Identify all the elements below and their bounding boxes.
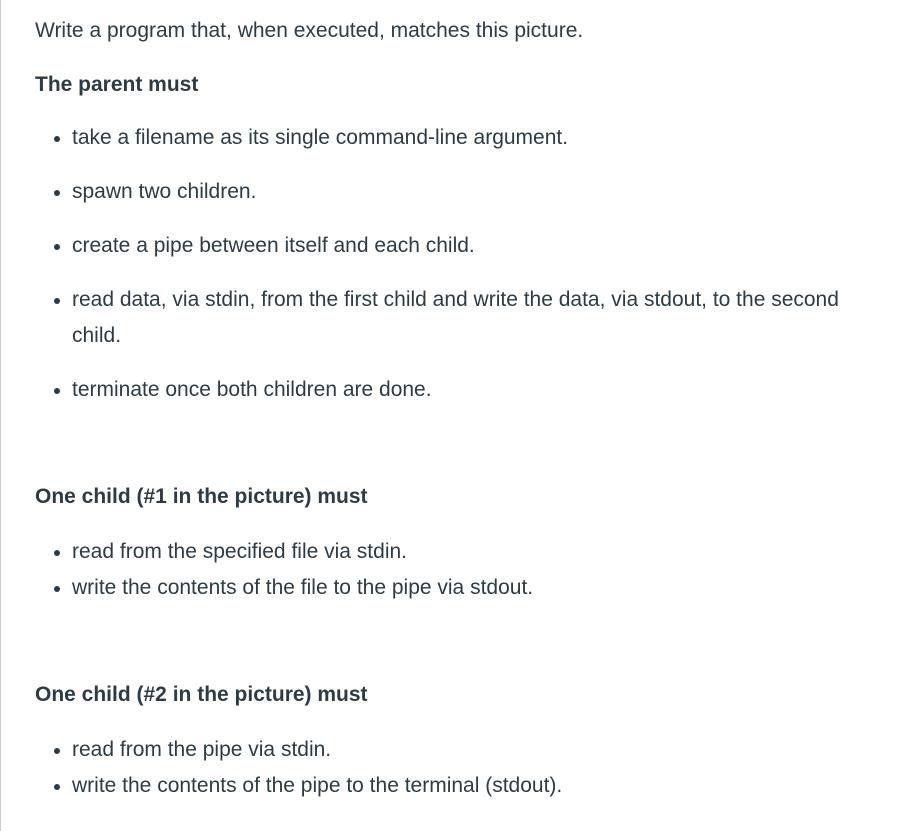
child1-requirements-list <box>35 534 885 606</box>
list-item-text: create a pipe between itself and each child. <box>72 234 475 257</box>
list-item <box>35 372 885 408</box>
bullet-icon <box>54 748 60 754</box>
left-border <box>0 0 1 831</box>
list-item <box>35 768 885 804</box>
list-item <box>35 570 885 606</box>
intro-text: Write a program that, when executed, matches this picture. <box>35 19 584 42</box>
parent-heading: The parent must <box>35 73 199 96</box>
bullet-icon <box>54 550 60 556</box>
list-item <box>35 228 885 264</box>
list-item-text: read from the specified file via stdin. <box>72 540 407 563</box>
bullet-icon <box>54 190 60 196</box>
list-item-text: read data, via stdin, from the first child and write the data, via stdout, to the second child. <box>72 288 839 347</box>
child2-heading: One child (#2 in the picture) must <box>35 683 368 706</box>
list-item <box>35 534 885 570</box>
list-item-text: spawn two children. <box>72 180 257 203</box>
bullet-icon <box>54 298 60 304</box>
bullet-icon <box>54 784 60 790</box>
list-item <box>35 282 885 354</box>
bullet-icon <box>54 136 60 142</box>
bullet-icon <box>54 388 60 394</box>
parent-requirements-list <box>35 120 885 408</box>
list-item-text: terminate once both children are done. <box>72 378 432 401</box>
assignment-content <box>35 14 885 804</box>
child1-heading: One child (#1 in the picture) must <box>35 485 368 508</box>
list-item <box>35 732 885 768</box>
child2-requirements-list <box>35 732 885 804</box>
list-item <box>35 174 885 210</box>
list-item-text: write the contents of the pipe to the terminal (stdout). <box>72 774 563 797</box>
list-item-text: read from the pipe via stdin. <box>72 738 332 761</box>
list-item-text: write the contents of the file to the pipe via stdout. <box>72 576 534 599</box>
bullet-icon <box>54 586 60 592</box>
list-item-text: take a filename as its single command-line argument. <box>72 126 569 149</box>
list-item <box>35 120 885 156</box>
bullet-icon <box>54 244 60 250</box>
